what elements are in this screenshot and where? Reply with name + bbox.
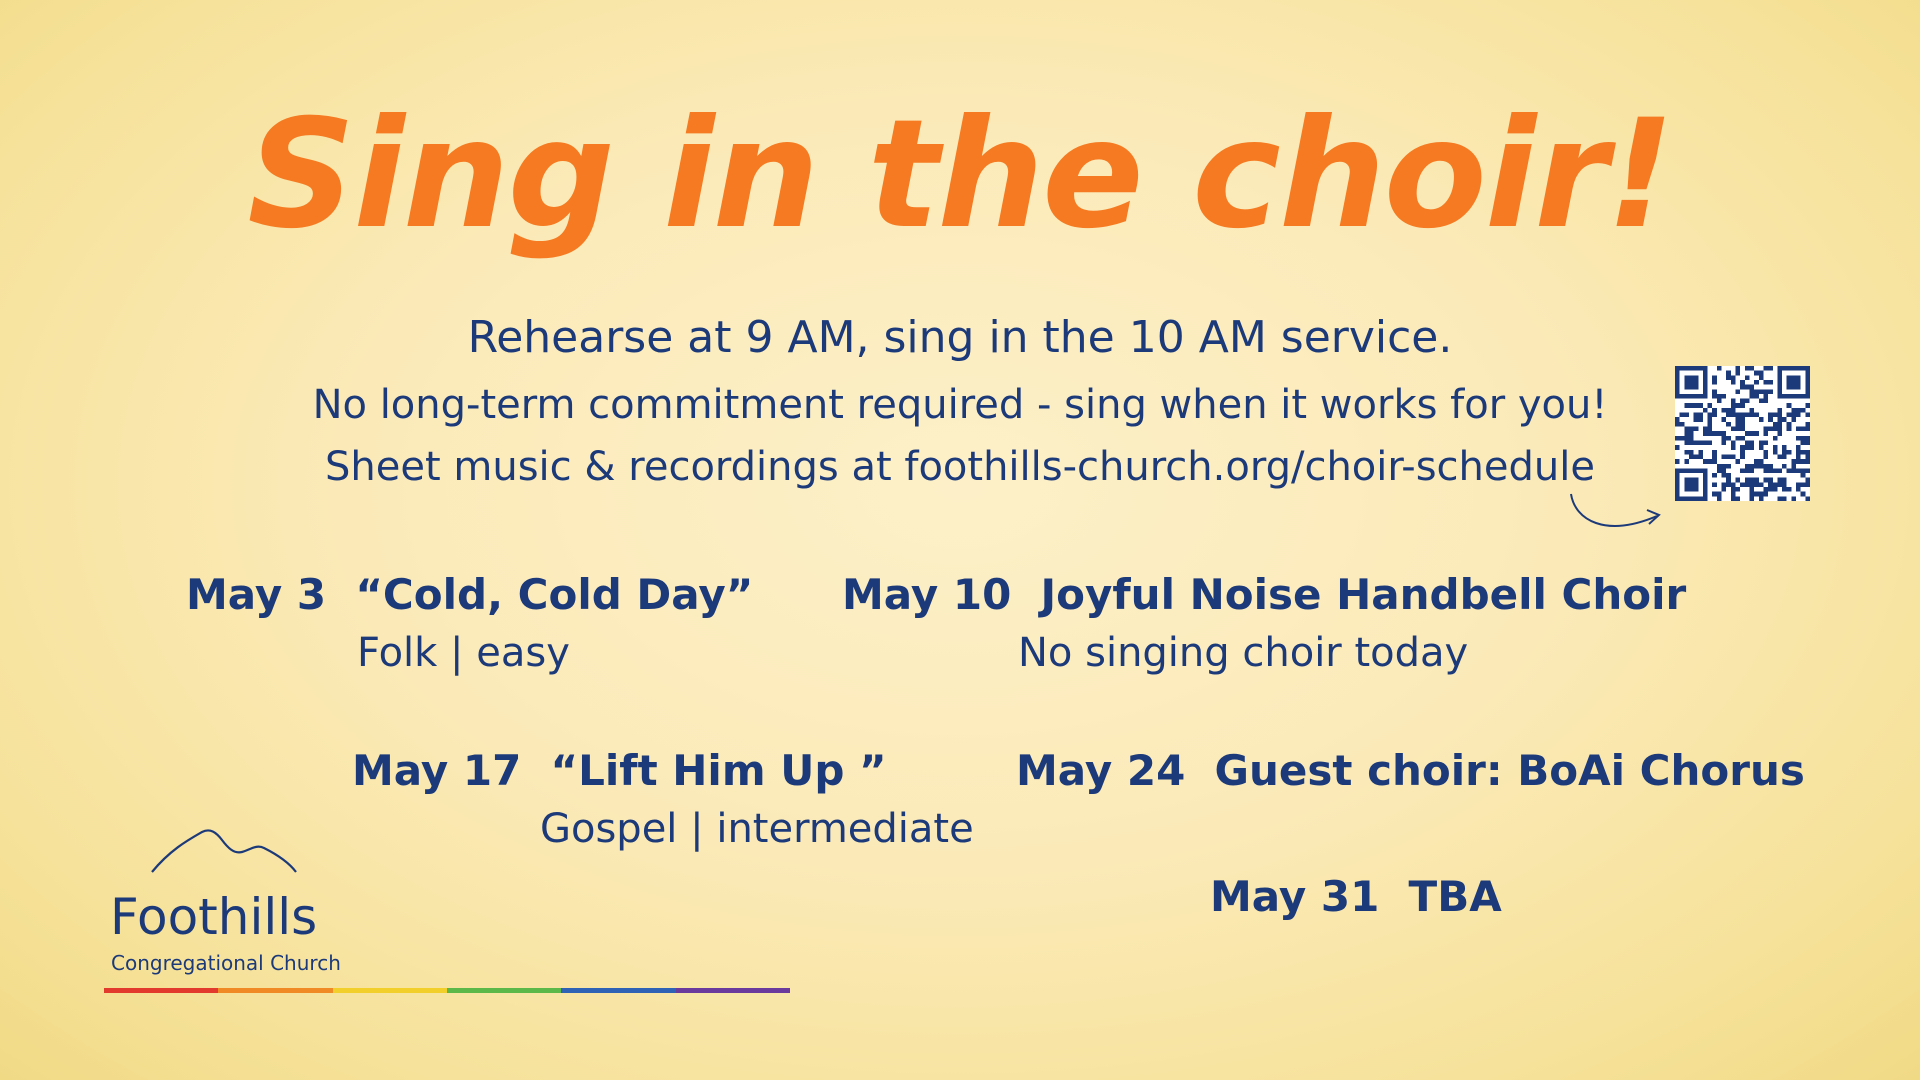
logo-subtitle: Congregational Church <box>111 951 341 975</box>
event-may-17 <box>352 746 887 795</box>
event-detail: Folk | easy <box>357 630 570 676</box>
rainbow-segment <box>676 988 790 993</box>
logo-name: Foothills <box>110 888 318 946</box>
event-may-10 <box>842 570 1686 619</box>
event-date: May 10 <box>842 570 1012 619</box>
commitment-info: No long-term commitment required - sing when it works for you! <box>312 382 1608 428</box>
event-may-31 <box>1210 872 1502 921</box>
event-date: May 17 <box>352 746 522 795</box>
event-may-3 <box>186 570 753 619</box>
rehearsal-info: Rehearse at 9 AM, sing in the 10 AM service. <box>467 312 1453 363</box>
event-date: May 3 <box>186 570 327 619</box>
mountain-icon <box>100 820 310 880</box>
qr-code-icon[interactable] <box>1675 366 1810 501</box>
event-title: Joyful Noise Handbell Choir <box>1040 570 1687 619</box>
curved-arrow-icon <box>1565 490 1675 540</box>
rainbow-segment <box>104 988 218 993</box>
rainbow-bar <box>104 988 790 993</box>
rainbow-segment <box>218 988 332 993</box>
rainbow-segment <box>447 988 561 993</box>
event-detail: No singing choir today <box>1018 630 1469 676</box>
event-title: “Lift Him Up ” <box>550 746 887 795</box>
event-may-24 <box>1016 746 1805 795</box>
event-date: May 31 <box>1210 872 1380 921</box>
event-date: May 24 <box>1016 746 1186 795</box>
page-title: Sing in the choir! <box>247 88 1673 262</box>
rainbow-segment <box>333 988 447 993</box>
rainbow-segment <box>561 988 675 993</box>
event-title: TBA <box>1408 872 1502 921</box>
event-detail: Gospel | intermediate <box>540 806 974 852</box>
sheet-music-info: Sheet music & recordings at foothills-church.org/choir-schedule <box>325 444 1595 490</box>
event-title: “Cold, Cold Day” <box>355 570 754 619</box>
event-title: Guest choir: BoAi Chorus <box>1214 746 1805 795</box>
